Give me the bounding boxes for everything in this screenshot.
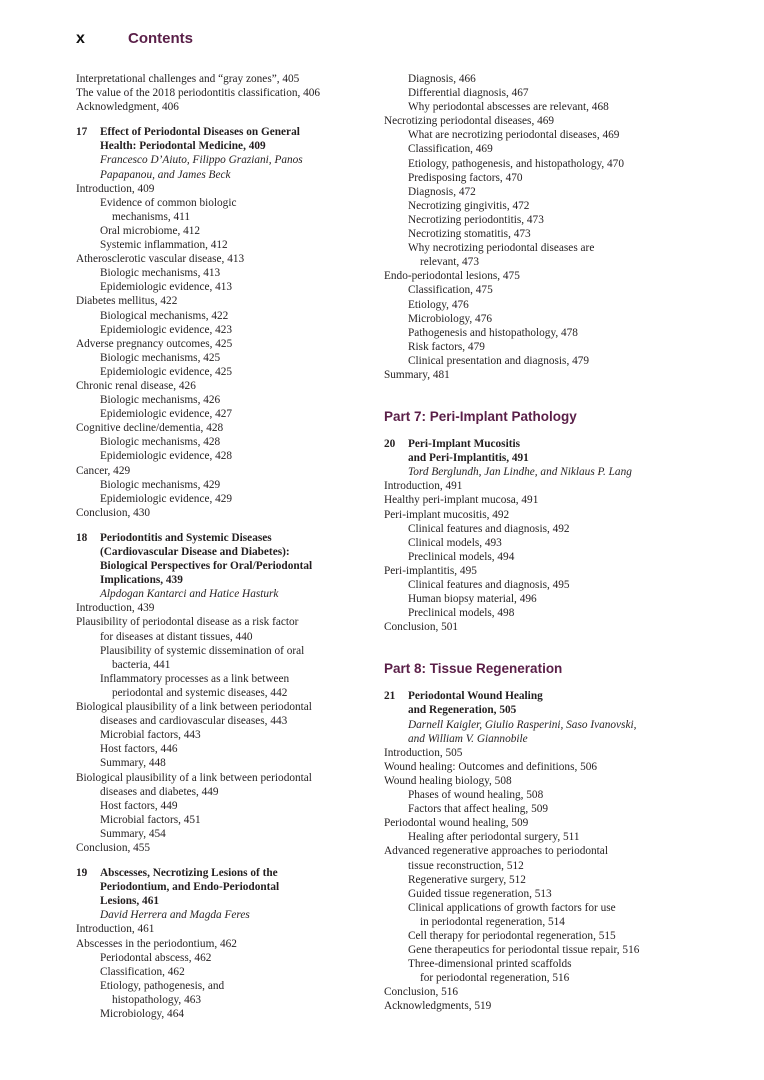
chapter-authors: and William V. Giannobile bbox=[408, 732, 528, 745]
toc-entry: Conclusion, 501 bbox=[384, 621, 459, 634]
toc-subentry: Clinical features and diagnosis, 492 bbox=[408, 522, 570, 535]
toc-subentry: Human biopsy material, 496 bbox=[408, 593, 537, 606]
toc-subentry-continued: histopathology, 463 bbox=[112, 993, 202, 1006]
toc-subentry: Oral microbiome, 412 bbox=[100, 224, 201, 237]
chapter-title-line: Lesions, 461 bbox=[100, 895, 160, 908]
toc-subentry-continued: bacteria, 441 bbox=[112, 658, 171, 671]
toc-entry: Endo-periodontal lesions, 475 bbox=[384, 270, 520, 283]
toc-entry: Cognitive decline/dementia, 428 bbox=[76, 422, 224, 435]
toc-entry: Advanced regenerative approaches to periodontal bbox=[384, 845, 608, 858]
toc-subentry: Necrotizing stomatitis, 473 bbox=[408, 228, 531, 241]
toc-entry-continued: for diseases at distant tissues, 440 bbox=[100, 630, 253, 643]
chapter-number: 17 bbox=[76, 126, 88, 139]
toc-subentry: Preclinical models, 494 bbox=[408, 550, 515, 563]
toc-subentry-continued: for periodontal regeneration, 516 bbox=[420, 972, 570, 985]
toc-subentry: Regenerative surgery, 512 bbox=[408, 873, 526, 886]
chapter-heading bbox=[384, 437, 678, 465]
part-heading: Part 7: Peri-Implant Pathology bbox=[384, 409, 577, 425]
chapter-authors: Papapanou, and James Beck bbox=[100, 168, 231, 181]
page-title: Contents bbox=[128, 30, 193, 47]
chapter-authors: Francesco D’Aiuto, Filippo Graziani, Panos bbox=[100, 154, 303, 167]
toc-subentry: Why necrotizing periodontal diseases are bbox=[408, 242, 595, 255]
toc-subentry: Healing after periodontal surgery, 511 bbox=[408, 831, 580, 844]
toc-subentry: Three-dimensional printed scaffolds bbox=[408, 958, 572, 971]
toc-subentry: Host factors, 446 bbox=[100, 743, 178, 756]
toc-subentry: Biologic mechanisms, 426 bbox=[100, 394, 221, 407]
toc-subentry: Classification, 475 bbox=[408, 284, 493, 297]
chapter-number: 19 bbox=[76, 867, 88, 880]
toc-entry: Conclusion, 430 bbox=[76, 506, 151, 519]
toc-subentry: Summary, 448 bbox=[100, 757, 166, 770]
toc-subentry: Epidemiologic evidence, 429 bbox=[100, 492, 233, 505]
toc-subentry: Factors that affect healing, 509 bbox=[408, 803, 549, 816]
toc-subentry: Clinical models, 493 bbox=[408, 536, 502, 549]
toc-entry: Chronic renal disease, 426 bbox=[76, 379, 196, 392]
toc-entry: Wound healing: Outcomes and definitions, 506 bbox=[384, 760, 598, 773]
chapter-title-line: Peri-Implant Mucositis bbox=[408, 438, 521, 451]
toc-entry-continued: diseases and diabetes, 449 bbox=[100, 785, 219, 798]
chapter-title-line: Implications, 439 bbox=[100, 574, 183, 587]
toc-subentry: Clinical applications of growth factors for use bbox=[408, 901, 616, 914]
toc-entry: Necrotizing periodontal diseases, 469 bbox=[384, 115, 555, 128]
toc-column-left bbox=[76, 72, 370, 1021]
chapter-number: 21 bbox=[384, 690, 396, 703]
toc-subentry: Etiology, pathogenesis, and bbox=[100, 979, 225, 992]
toc-subentry: Necrotizing gingivitis, 472 bbox=[408, 199, 530, 212]
toc-subentry: Microbial factors, 451 bbox=[100, 813, 201, 826]
toc-entry: Abscesses in the periodontium, 462 bbox=[76, 937, 237, 950]
chapter-heading bbox=[76, 866, 370, 908]
toc-subentry: Why periodontal abscesses are relevant, 468 bbox=[408, 101, 609, 114]
toc-subentry: Microbiology, 464 bbox=[100, 1008, 184, 1020]
toc-entry: Introduction, 505 bbox=[384, 746, 463, 759]
chapter-title-line: Periodontitis and Systemic Diseases bbox=[100, 531, 272, 544]
chapter-title-line: Abscesses, Necrotizing Lesions of the bbox=[100, 867, 278, 880]
chapter-heading bbox=[76, 125, 370, 153]
toc-subentry: Gene therapeutics for periodontal tissue repair, 516 bbox=[408, 944, 640, 957]
toc-entry: Conclusion, 516 bbox=[384, 986, 459, 999]
toc-entry: Atherosclerotic vascular disease, 413 bbox=[76, 253, 245, 266]
chapter-title-line: Health: Periodontal Medicine, 409 bbox=[100, 140, 266, 153]
toc-subentry: Predisposing factors, 470 bbox=[408, 171, 523, 184]
toc-subentry: Classification, 462 bbox=[100, 965, 185, 978]
toc-subentry: Epidemiologic evidence, 413 bbox=[100, 281, 233, 294]
toc-entry: Interpretational challenges and “gray zones”, 405 bbox=[76, 73, 300, 85]
chapter-number: 20 bbox=[384, 438, 396, 451]
toc-subentry-continued: in periodontal regeneration, 514 bbox=[420, 915, 565, 928]
chapter-authors: Darnell Kaigler, Giulio Rasperini, Saso Ivanovski, bbox=[408, 718, 637, 731]
chapter-heading bbox=[76, 531, 370, 587]
chapter-authors: Alpdogan Kantarci and Hatice Hasturk bbox=[100, 588, 279, 601]
page-header bbox=[76, 30, 193, 56]
toc-subentry: Risk factors, 479 bbox=[408, 340, 485, 353]
toc-entry: The value of the 2018 periodontitis classification, 406 bbox=[76, 87, 321, 100]
toc-entry-continued: diseases and cardiovascular diseases, 443 bbox=[100, 715, 288, 728]
part-heading: Part 8: Tissue Regeneration bbox=[384, 661, 563, 677]
toc-subentry: Biologic mechanisms, 429 bbox=[100, 478, 221, 491]
toc-entry: Introduction, 439 bbox=[76, 602, 155, 615]
toc-subentry: Phases of wound healing, 508 bbox=[408, 789, 544, 802]
chapter-title-line: and Peri-Implantitis, 491 bbox=[408, 452, 529, 465]
toc-entry: Periodontal wound healing, 509 bbox=[384, 817, 529, 830]
toc-subentry: Evidence of common biologic bbox=[100, 196, 237, 209]
toc-subentry: Microbiology, 476 bbox=[408, 312, 492, 325]
toc-subentry: Epidemiologic evidence, 423 bbox=[100, 323, 233, 336]
toc-entry: Introduction, 461 bbox=[76, 923, 155, 936]
toc-subentry: Epidemiologic evidence, 425 bbox=[100, 365, 233, 378]
toc-entry: Healthy peri-implant mucosa, 491 bbox=[384, 494, 539, 507]
toc-subentry: Inflammatory processes as a link between bbox=[100, 672, 290, 685]
chapter-title-line: Effect of Periodontal Diseases on General bbox=[100, 126, 300, 139]
toc-entry: Biological plausibility of a link between periodontal bbox=[76, 771, 312, 784]
toc-entry: Introduction, 491 bbox=[384, 480, 463, 493]
toc-subentry: Diagnosis, 472 bbox=[408, 185, 476, 198]
toc-column-right bbox=[384, 72, 678, 1014]
toc-subentry: Biological mechanisms, 422 bbox=[100, 309, 229, 322]
toc-subentry: Etiology, 476 bbox=[408, 298, 469, 311]
toc-subentry: Preclinical models, 498 bbox=[408, 607, 515, 620]
chapter-heading bbox=[384, 689, 678, 717]
toc-entry: Adverse pregnancy outcomes, 425 bbox=[76, 337, 233, 350]
chapter-number: 18 bbox=[76, 531, 88, 544]
toc-subentry: Diagnosis, 466 bbox=[408, 73, 476, 85]
toc-subentry-continued: mechanisms, 411 bbox=[112, 210, 191, 223]
toc-entry: Introduction, 409 bbox=[76, 182, 155, 195]
toc-entry: Peri-implantitis, 495 bbox=[384, 564, 477, 577]
chapter-title-line: and Regeneration, 505 bbox=[408, 704, 517, 717]
toc-subentry: Epidemiologic evidence, 428 bbox=[100, 450, 233, 463]
toc-subentry: Necrotizing periodontitis, 473 bbox=[408, 213, 544, 226]
toc-subentry: Host factors, 449 bbox=[100, 799, 178, 812]
chapter-title-line: (Cardiovascular Disease and Diabetes): bbox=[100, 546, 290, 558]
toc-subentry: Epidemiologic evidence, 427 bbox=[100, 408, 233, 421]
chapter-authors: Tord Berglundh, Jan Lindhe, and Niklaus P. Lang bbox=[408, 466, 632, 479]
chapter-title-line: Biological Perspectives for Oral/Periodontal bbox=[100, 560, 313, 573]
chapter-authors: David Herrera and Magda Feres bbox=[100, 909, 250, 922]
toc-entry: Summary, 481 bbox=[384, 368, 450, 381]
toc-subentry: Biologic mechanisms, 428 bbox=[100, 436, 221, 449]
toc-subentry: Differential diagnosis, 467 bbox=[408, 87, 529, 100]
chapter-title-line: Periodontal Wound Healing bbox=[408, 690, 543, 703]
toc-subentry: Summary, 454 bbox=[100, 827, 166, 840]
toc-subentry: Microbial factors, 443 bbox=[100, 729, 201, 742]
toc-subentry: Classification, 469 bbox=[408, 143, 493, 156]
toc-subentry: Pathogenesis and histopathology, 478 bbox=[408, 326, 578, 339]
toc-entry: Wound healing biology, 508 bbox=[384, 774, 512, 787]
toc-entry-continued: tissue reconstruction, 512 bbox=[408, 859, 524, 872]
toc-subentry: Etiology, pathogenesis, and histopathology, 470 bbox=[408, 157, 624, 170]
toc-subentry: Biologic mechanisms, 413 bbox=[100, 267, 221, 280]
toc-entry: Acknowledgment, 406 bbox=[76, 101, 179, 114]
toc-subentry: Clinical presentation and diagnosis, 479 bbox=[408, 354, 590, 367]
toc-subentry: Biologic mechanisms, 425 bbox=[100, 351, 221, 364]
toc-entry: Cancer, 429 bbox=[76, 464, 131, 477]
toc-subentry: What are necrotizing periodontal diseases, 469 bbox=[408, 129, 620, 142]
toc-entry: Peri-implant mucositis, 492 bbox=[384, 508, 510, 521]
toc-entry: Acknowledgments, 519 bbox=[384, 1000, 492, 1013]
toc-entry: Plausibility of periodontal disease as a risk factor bbox=[76, 616, 299, 629]
toc-subentry: Clinical features and diagnosis, 495 bbox=[408, 579, 570, 591]
toc-entry: Biological plausibility of a link between periodontal bbox=[76, 701, 312, 714]
chapter-title-line: Periodontium, and Endo-Periodontal bbox=[100, 881, 280, 894]
toc-subentry: Periodontal abscess, 462 bbox=[100, 951, 212, 964]
page-number: x bbox=[76, 30, 85, 47]
toc-entry: Conclusion, 455 bbox=[76, 841, 151, 854]
toc-entry: Diabetes mellitus, 422 bbox=[76, 295, 178, 308]
toc-subentry: Plausibility of systemic dissemination of oral bbox=[100, 644, 305, 657]
toc-subentry: Cell therapy for periodontal regeneration, 515 bbox=[408, 929, 616, 942]
toc-subentry-continued: relevant, 473 bbox=[420, 256, 479, 269]
toc-subentry: Guided tissue regeneration, 513 bbox=[408, 887, 552, 900]
toc-subentry: Systemic inflammation, 412 bbox=[100, 239, 228, 252]
toc-subentry-continued: periodontal and systemic diseases, 442 bbox=[112, 686, 288, 699]
